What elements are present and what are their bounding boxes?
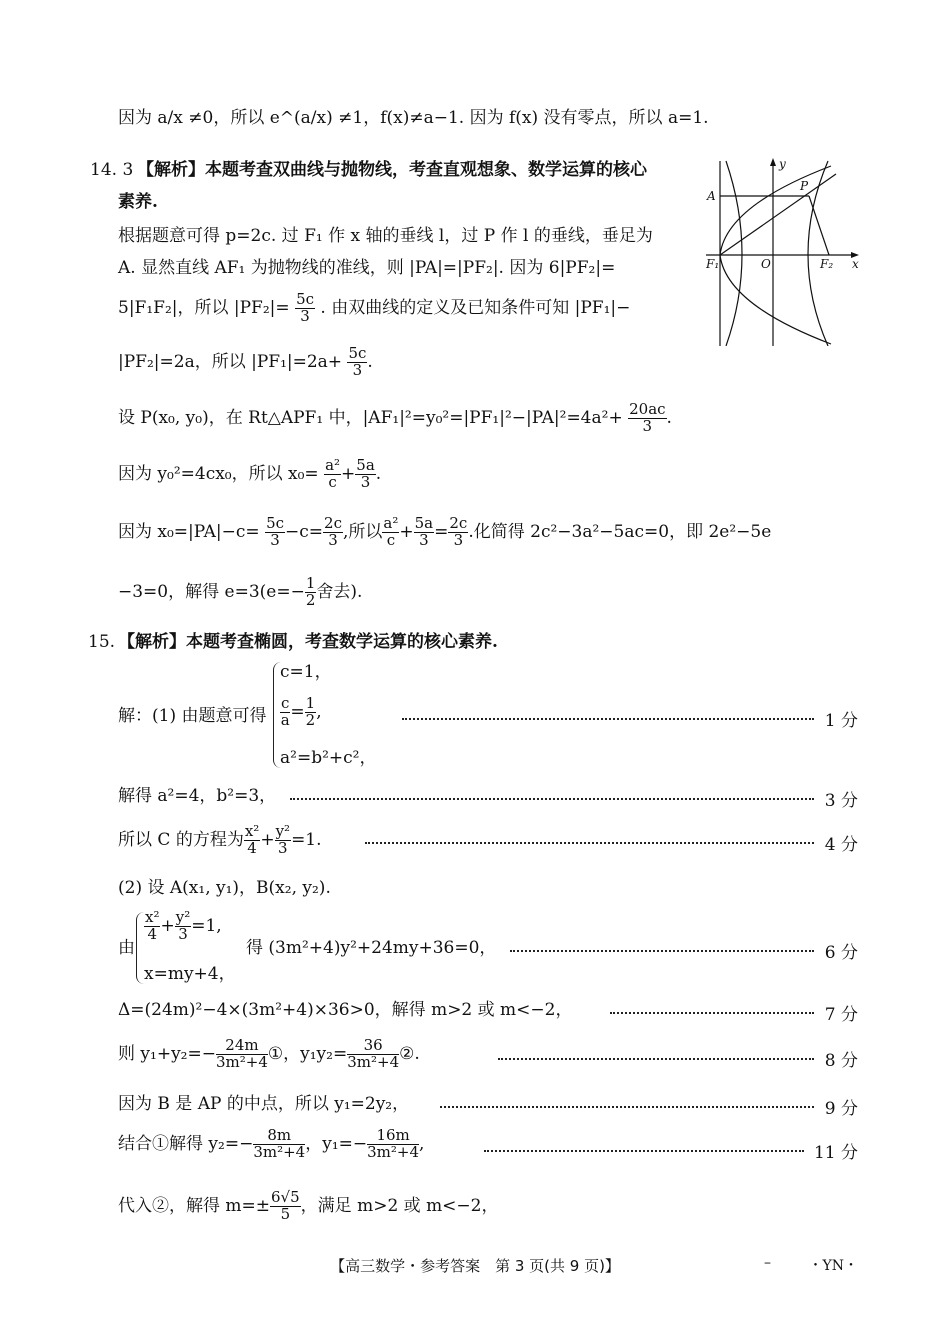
fraction: $\frac{2c}{3}$ <box>449 514 468 549</box>
score: 9 分 <box>824 1099 858 1119</box>
solution-step: 则 y₁+y₂=− $\frac{24m}{\text{3m²+4}}$ ①，y₁y₂= $\frac{36}{\text{3m²+4}}$ ②. <box>118 1036 420 1071</box>
label-y: y <box>779 157 786 171</box>
text-line: −3=0，解得 e=3(e=− $\frac{1}{2}$ 舍去). <box>118 574 363 609</box>
text-seg: −3=0，解得 e=3 <box>118 581 260 602</box>
score: 7 分 <box>824 1005 858 1025</box>
leader-dots <box>484 1150 804 1152</box>
question-topic: 本题考查双曲线与抛物线，考查直观想象、数学运算的核心 <box>205 160 647 180</box>
equation: x=my+4， <box>144 964 236 984</box>
fraction: $\frac{\text{a²}}{c}$ <box>325 456 341 491</box>
solution-step: 解：(1) 由题意可得 <box>118 706 267 726</box>
equation: $\frac{c}{a}$ = $\frac{1}{2}$ , <box>280 694 322 729</box>
fraction: $\frac{1}{2}$ <box>305 574 316 609</box>
score: 6 分 <box>824 943 858 963</box>
text-line: 因为 x₀=|PA|−c= $\frac{5c}{3}$ −c= $\frac{2c}{3}$ ,所以 $\frac{\text{a²}}{c}$ + $\frac{5a}{3}$ = $\frac{2c}{3}$ .化简得 2c²−3a²−5ac=0，即 2e²−5e <box>118 514 772 549</box>
label-A: A <box>707 189 716 203</box>
solution-step: 得 (3m²+4)y²+24my+36=0， <box>246 938 497 958</box>
text-seg: .化简得 2c²−3a²−5ac=0，即 2e²−5e <box>468 521 772 542</box>
equation: $\frac{\text{x²}}{4}$ + $\frac{\text{y²}}{3}$ =1, <box>145 908 222 943</box>
question-number: 15. <box>88 632 116 652</box>
page-footer: 【高三数学・参考答案 第 3 页(共 9 页)】 <box>330 1257 620 1275</box>
hyperbola-parabola-figure <box>706 156 866 346</box>
score: 3 分 <box>824 791 858 811</box>
solution-step: 所以 C 的方程为 $\frac{\text{x²}}{4}$ + $\frac{\text{y²}}{3}$ =1. <box>118 822 322 857</box>
label-F1: F₁ <box>706 257 720 271</box>
text-line: 因为 a/x ≠0，所以 e^(a/x) ≠1，f(x)≠a−1. 因为 f(x) 没有零点，所以 a=1. <box>118 108 709 128</box>
fraction: $\frac{\text{a²}}{c}$ <box>383 514 399 549</box>
label-x: x <box>852 257 859 271</box>
leader-dots <box>498 1058 814 1060</box>
footer-mark: – <box>764 1255 771 1271</box>
leader-dots <box>510 950 814 952</box>
question-heading <box>137 160 647 180</box>
solution-step: Δ=(24m)²−4×(3m²+4)×36>0，解得 m>2 或 m<−2， <box>118 1000 573 1020</box>
fraction: $\frac{2c}{3}$ <box>324 514 342 549</box>
question-topic: 本题考查椭圆，考查数学运算的核心素养. <box>186 632 498 652</box>
text-seg: 舍去 <box>316 581 351 602</box>
leader-dots <box>610 1012 814 1014</box>
solution-step: (2) 设 A(x₁, y₁)，B(x₂, y₂). <box>118 878 331 898</box>
fraction: $\frac{5c}{3}$ <box>348 344 367 379</box>
line-F1P <box>720 174 836 255</box>
text-line: A. 显然直线 AF₁ 为抛物线的准线，则 |PA|=|PF₂|. 因为 6|PF₂|= <box>118 258 616 278</box>
solution-step: 结合①解得 y₂=− $\frac{8m}{\text{3m²+4}}$ ，y₁=− $\frac{16m}{\text{3m²+4}}$ , <box>118 1126 425 1161</box>
fraction: $\frac{5a}{3}$ <box>356 456 375 491</box>
label-F2: F₂ <box>820 257 834 271</box>
label-P: P <box>800 179 809 193</box>
fraction: $\frac{5a}{3}$ <box>414 514 434 549</box>
analysis-label: 【解析】 <box>118 632 186 652</box>
label-O: O <box>761 257 771 271</box>
score: 1 分 <box>824 711 858 731</box>
leader-dots <box>290 798 814 800</box>
text-line: |PF₂|=2a，所以 |PF₁|=2a+ $\frac{5c}{3}$ . <box>118 344 373 379</box>
text-seg: 5|F₁F₂|，所以 |PF₂|= <box>118 297 290 318</box>
solution-step: 解得 a²=4，b²=3， <box>118 786 277 806</box>
fraction: $\frac{5c}{3}$ <box>266 514 285 549</box>
question-topic-cont: 素养. <box>118 192 158 212</box>
equation: c=1， <box>280 662 332 682</box>
text-line: 根据题意可得 p=2c. 过 F₁ 作 x 轴的垂线 l，过 P 作 l 的垂线，垂足为 <box>118 226 653 246</box>
equation: a²=b²+c²， <box>280 748 377 768</box>
analysis-label: 【解析】 <box>137 160 205 180</box>
text-seg: 因为 x₀=|PA|−c= <box>118 521 260 542</box>
solution-step: 由 <box>118 938 135 958</box>
leader-dots <box>440 1106 814 1108</box>
fraction: $\frac{20ac}{3}$ <box>629 400 666 435</box>
solution-step: 因为 B 是 AP 的中点，所以 y₁=2y₂， <box>118 1094 410 1114</box>
text-seg: . 由双曲线的定义及已知条件可知 |PF₁|− <box>320 297 631 318</box>
score: 11 分 <box>813 1143 858 1163</box>
question-heading <box>118 632 498 652</box>
footer-code: ・YN・ <box>808 1258 858 1274</box>
solution-step: 代入②，解得 m=± $\frac{6√5}{5}$ ，满足 m>2 或 m<−2， <box>118 1188 499 1223</box>
text-seg: 设 P(x₀, y₀)，在 Rt△APF₁ 中，|AF₁|²=y₀²=|PF₁|²−|PA|²=4a²+ <box>118 407 623 428</box>
hyperbola-right-branch <box>808 161 828 346</box>
leader-dots <box>365 842 814 844</box>
y-arrow <box>770 158 776 166</box>
text-seg: |PF₂|=2a，所以 |PF₁|=2a+ <box>118 351 343 372</box>
score: 4 分 <box>824 835 858 855</box>
text-seg: 因为 y₀²=4cx₀，所以 x₀= <box>118 463 319 484</box>
fraction: $\frac{5c}{3}$ <box>296 290 315 325</box>
question-number: 14. 3 <box>90 160 134 180</box>
text-line <box>118 292 630 325</box>
line-PF2 <box>809 196 829 255</box>
score: 8 分 <box>824 1051 858 1071</box>
text-line: 因为 y₀²=4cx₀，所以 x₀= $\frac{\text{a²}}{c}$ + $\frac{5a}{3}$ . <box>118 456 382 491</box>
text-line: 设 P(x₀, y₀)，在 Rt△APF₁ 中，|AF₁|²=y₀²=|PF₁|²−|PA|²=4a²+ $\frac{20ac}{3}$ . <box>118 400 672 435</box>
leader-dots <box>402 718 814 720</box>
hyperbola-left-branch <box>726 161 742 346</box>
